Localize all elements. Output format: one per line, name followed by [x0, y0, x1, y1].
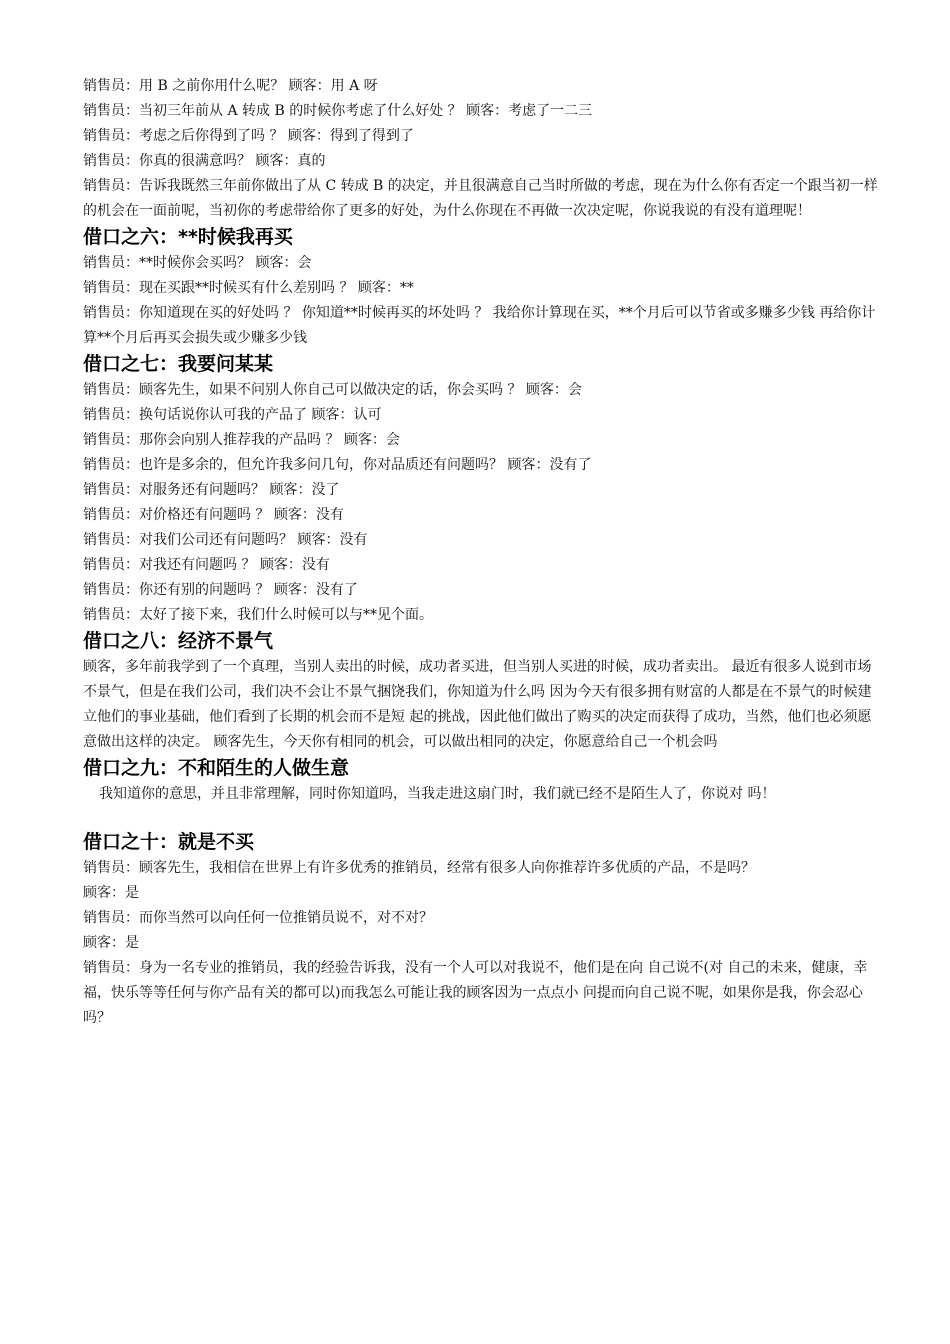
dialogue-paragraph: 销售员：告诉我既然三年前你做出了从 C 转成 B 的决定，并且很满意自己当时所做的考虑，现在为什么你有否定一个跟当初一样的机会在一面前呢，当初你的考虑带给你了更多的好处，为什么你现在不再做一次决定呢，你说我说的有没有道理呢！: [83, 178, 878, 219]
document-page: [83, 74, 883, 1031]
dialogue-line: 销售员：现在买跟**时候买有什么差别吗 ？ 顾客：**: [83, 280, 414, 296]
dialogue-line: 销售员：当初三年前从 A 转成 B 的时候你考虑了什么好处 ？ 顾客：考虑了一二三: [83, 103, 593, 119]
dialogue-line: 销售员：考虑之后你得到了吗 ？ 顾客：得到了得到了: [83, 128, 414, 144]
section-heading-8: 借口之八：经济不景气: [83, 630, 274, 652]
spacer: [83, 807, 883, 829]
dialogue-paragraph: 销售员：身为一名专业的推销员，我的经验告诉我，没有一个人可以对我说不，他们是在向 自己说不(对 自己的未来，健康，幸福，快乐等等任何与你产品有关的都可以)而我怎么可能让我的顾客因为一点点小 问提而向自己说不呢，如果你是我，你会忍心吗？: [83, 960, 868, 1026]
dialogue-line: 销售员：顾客先生，如果不问别人你自己可以做决定的话，你会买吗 ？ 顾客：会: [83, 382, 582, 398]
dialogue-line: 销售员：**时候你会买吗？ 顾客：会: [83, 255, 312, 271]
section-heading-7: 借口之七：我要问某某: [83, 353, 274, 375]
body-paragraph: 顾客，多年前我学到了一个真理，当别人卖出的时候，成功者买进，但当别人买进的时候，成功者卖出。 最近有很多人说到市场不景气，但是在我们公司，我们决不会让不景气捆饶我们，你知道为什么吗 因为今天有很多拥有财富的人都是在不景气的时候建立他们的事业基础，他们看到了长期的机会而不是短 起的挑战，因此他们做出了购买的决定而获得了成功，当然，他们也必须愿意做出这样的决定。 顾客先生，今天你有相同的机会，可以做出相同的决定，你愿意给自己一个机会吗: [83, 659, 872, 750]
dialogue-line: 顾客：是: [83, 885, 139, 901]
dialogue-line: 销售员：而你当然可以向任何一位推销员说不，对不对？: [83, 910, 433, 926]
section-heading-6: 借口之六：**时候我再买: [83, 226, 293, 248]
dialogue-line: 销售员：你真的很满意吗？ 顾客：真的: [83, 153, 326, 169]
dialogue-paragraph: 销售员：你知道现在买的好处吗 ？ 你知道**时候再买的坏处吗 ？ 我给你计算现在买，**个月后可以节省或多赚多少钱 再给你计算**个月后再买会损失或少赚多少钱: [83, 305, 876, 346]
body-paragraph: 我知道你的意思，并且非常理解，同时你知道吗，当我走进这扇门时，我们就已经不是陌生人了，你说对 吗！: [99, 786, 776, 802]
section-heading-9: 借口之九：不和陌生的人做生意: [83, 757, 350, 779]
dialogue-line: 销售员：对价格还有问题吗 ？ 顾客：没有: [83, 507, 344, 523]
dialogue-line: 顾客：是: [83, 935, 139, 951]
dialogue-line: 销售员：对服务还有问题吗？ 顾客：没了: [83, 482, 340, 498]
dialogue-line: 销售员：对我还有问题吗 ？ 顾客：没有: [83, 557, 330, 573]
dialogue-line: 销售员：你还有别的问题吗 ？ 顾客：没有了: [83, 582, 358, 598]
section-heading-10: 借口之十：就是不买: [83, 831, 255, 853]
dialogue-line: 销售员：太好了接下来，我们什么时候可以与**见个面。: [83, 607, 433, 623]
dialogue-line: 销售员：对我们公司还有问题吗？ 顾客：没有: [83, 532, 368, 548]
dialogue-line: 销售员：那你会向别人推荐我的产品吗 ？ 顾客：会: [83, 432, 400, 448]
dialogue-line: 销售员：顾客先生，我相信在世界上有许多优秀的推销员，经常有很多人向你推荐许多优质的产品，不是吗？: [83, 860, 755, 876]
dialogue-line: 销售员：也许是多余的，但允许我多问几句，你对品质还有问题吗？ 顾客：没有了: [83, 457, 592, 473]
dialogue-line: 销售员：换句话说你认可我的产品了 顾客：认可: [83, 407, 382, 423]
dialogue-line: 销售员：用 B 之前你用什么呢？ 顾客：用 A 呀: [83, 78, 378, 94]
